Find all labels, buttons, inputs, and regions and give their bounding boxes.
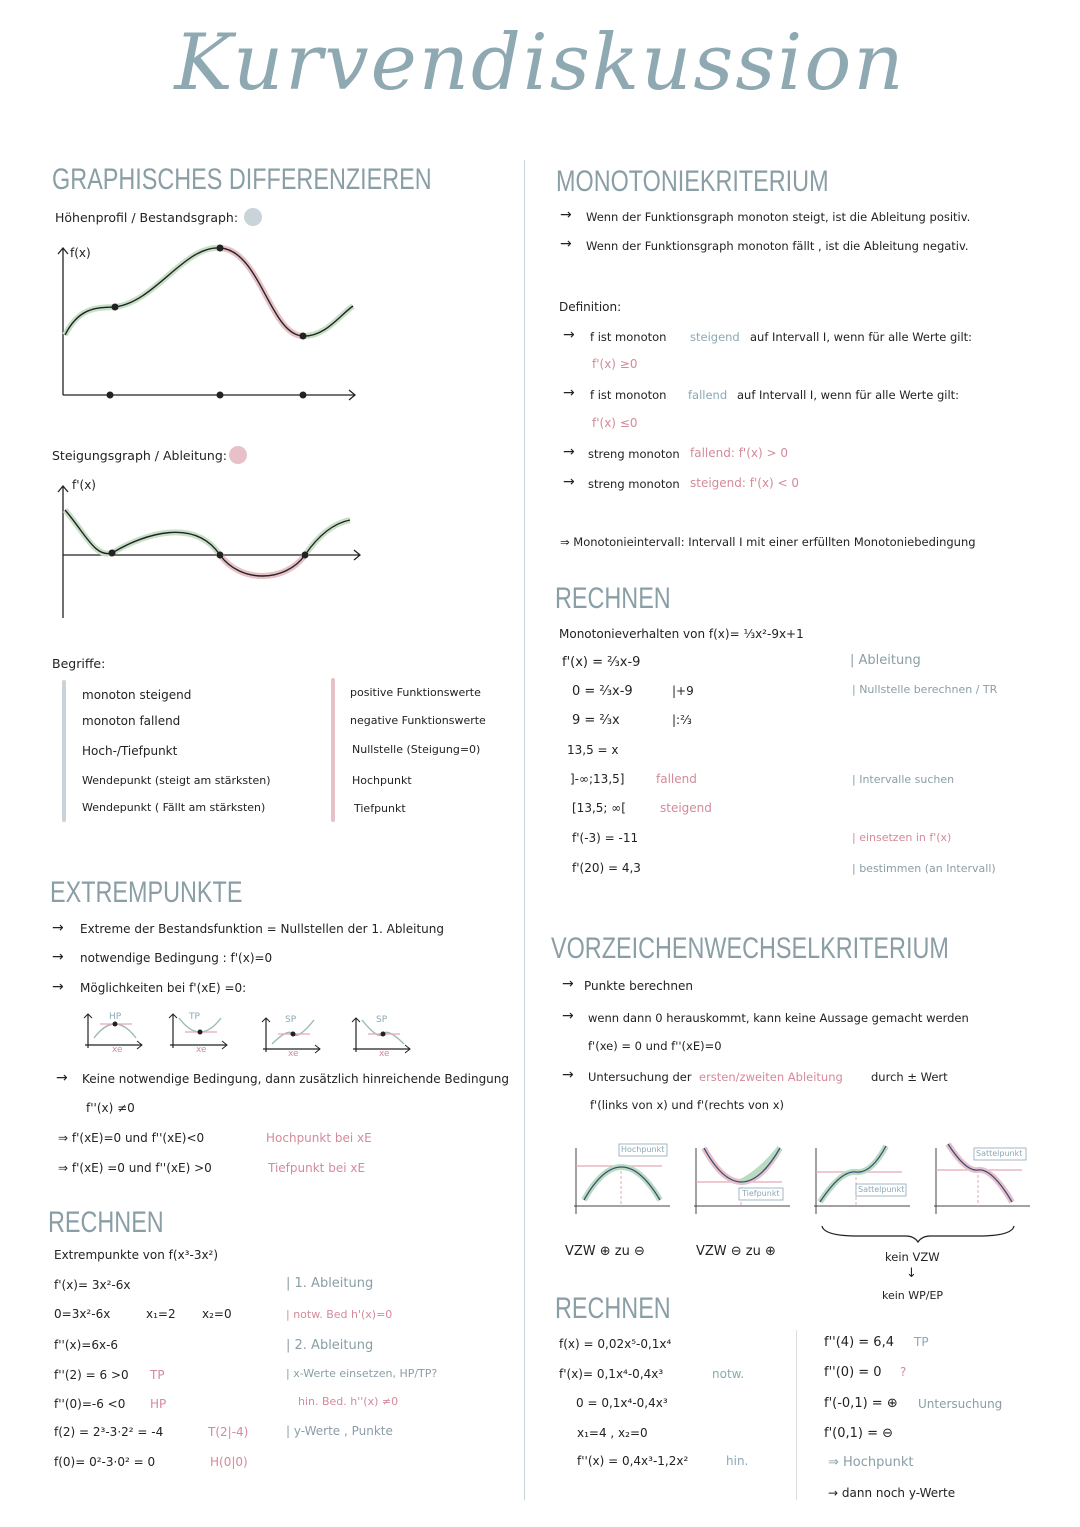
arrow-icon: → <box>563 444 575 460</box>
vzw-label-tiefpunkt: Tiefpunkt <box>742 1189 780 1198</box>
arrow-icon: → <box>562 1008 574 1024</box>
extrem-bullet-3: Möglichkeiten bei f'(xE) =0: <box>80 981 247 995</box>
r3-right-4: f'(0,1) = ⊖ <box>824 1426 894 1441</box>
r2-note-2: | Nullstelle berechnen / TR <box>852 683 998 696</box>
rechnen3-divider <box>796 1330 797 1500</box>
icon-xe-label: xe <box>196 1045 207 1055</box>
def2-b: fallend <box>688 388 728 402</box>
fx-axis-label: f(x) <box>70 246 91 260</box>
extrem-cond-2-result: Tiefpunkt bei xE <box>268 1161 366 1175</box>
r1-line-5a: f''(0)=-6 <0 <box>54 1397 126 1411</box>
begriffe-pink-bar <box>331 678 335 822</box>
bestand-color-dot <box>244 208 262 226</box>
heading-rechnen-2: RECHNEN <box>555 582 671 615</box>
vzw-bullet-3a: Untersuchung der <box>588 1070 692 1084</box>
vzw-summary-4: kein WP/EP <box>882 1289 944 1302</box>
ableitung-color-dot <box>229 446 247 464</box>
mono-conclusion: ⇒ Monotonieintervall: Intervall I mit einer erfüllten Monotoniebedingung <box>560 535 976 549</box>
begriff-right-2: negative Funktionswerte <box>350 714 486 727</box>
vzw-bullet-3c: durch ± Wert <box>871 1070 948 1084</box>
vzw-bullet-2b: f'(xe) = 0 und f''(xE)=0 <box>588 1039 722 1053</box>
arrow-icon: → <box>563 327 575 343</box>
vzw-graph-sattelpunkt-1 <box>806 1142 916 1222</box>
r1-line-5b: HP <box>150 1397 167 1411</box>
r3-line-2b: notw. <box>712 1367 745 1381</box>
r2-note-1: | Ableitung <box>850 653 921 668</box>
r1-line-4a: f''(2) = 6 >0 <box>54 1368 129 1382</box>
r3-right-1b: TP <box>914 1335 929 1349</box>
vzw-label-sattelpunkt-1: Sattelpunkt <box>858 1185 905 1194</box>
r3-right-5: ⇒ Hochpunkt <box>828 1455 914 1470</box>
begriff-right-4: Hochpunkt <box>352 774 412 787</box>
vzw-summary-2: VZW ⊖ zu ⊕ <box>696 1244 776 1259</box>
extrem-bullet-4: Keine notwendige Bedingung, dann zusätzlich hinreichende Bedingung <box>82 1072 510 1086</box>
def4-b: steigend: f'(x) < 0 <box>690 476 800 490</box>
page-title: Kurvendiskussion <box>174 18 906 108</box>
icon-xe-label: xe <box>379 1049 390 1059</box>
r3-line-3: 0 = 0,1x⁴-0,4x³ <box>576 1396 668 1410</box>
mono-bullet-1: Wenn der Funktionsgraph monoton steigt, ist die Ableitung positiv. <box>586 210 971 224</box>
begriffe-label: Begriffe: <box>52 656 106 671</box>
bestandsgraph <box>55 240 365 410</box>
vzw-graph-tiefpunkt <box>686 1142 796 1222</box>
down-arrow-icon: ↓ <box>906 1266 917 1281</box>
def1-b: steigend <box>690 330 740 344</box>
ableitungsgraph <box>55 478 365 628</box>
begriffe-blue-bar <box>62 680 66 822</box>
r3-line-4: x₁=4 , x₂=0 <box>577 1426 648 1440</box>
icon-xe-label: xe <box>288 1049 299 1059</box>
r3-line-2a: f'(x)= 0,1x⁴-0,4x³ <box>559 1367 664 1381</box>
vzw-bullet-3b: ersten/zweiten Ableitung <box>699 1070 843 1084</box>
r3-line-5a: f''(x) = 0,4x³-1,2x² <box>577 1454 689 1468</box>
r1-note-1: | 1. Ableitung <box>286 1276 374 1291</box>
heading-rechnen-1: RECHNEN <box>48 1206 164 1239</box>
begriff-left-2: monoton fallend <box>82 714 181 728</box>
def3-a: streng monoton <box>588 447 680 461</box>
column-divider <box>524 160 525 1500</box>
def2-d: f'(x) ≤0 <box>592 416 638 430</box>
icon-sp-label: SP <box>376 1015 388 1025</box>
r3-right-3a: f'(-0,1) = ⊕ <box>824 1396 898 1411</box>
icon-hp-label: HP <box>109 1012 122 1022</box>
heading-graphisches-differenzieren: GRAPHISCHES DIFFERENZIEREN <box>52 163 432 196</box>
r2-note-4: | einsetzen in f'(x) <box>852 831 952 844</box>
def1-d: f'(x) ≥0 <box>592 357 638 371</box>
begriff-right-3: Nullstelle (Steigung=0) <box>352 743 481 756</box>
r2-line-6b: steigend <box>660 801 712 815</box>
brace-icon <box>818 1222 1018 1244</box>
def2-c: auf Intervall I, wenn für alle Werte gilt: <box>737 388 960 402</box>
icon-xe-label: xe <box>112 1045 123 1055</box>
heading-vorzeichenwechsel: VORZEICHENWECHSELKRITERIUM <box>551 932 949 965</box>
def3-b: fallend: f'(x) > 0 <box>690 446 789 460</box>
vzw-bullet-2: wenn dann 0 herauskommt, kann keine Aussage gemacht werden <box>588 1011 969 1025</box>
extrem-bullet-1: Extreme der Bestandsfunktion = Nullstellen der 1. Ableitung <box>80 922 445 936</box>
r2-note-5: | bestimmen (an Intervall) <box>852 862 996 875</box>
r2-line-5a: ]-∞;13,5] <box>570 772 625 786</box>
r2-line-2a: 0 = ⅔x-9 <box>572 684 633 699</box>
r1-line-2c: x₂=0 <box>202 1307 232 1321</box>
mono-bullet-2: Wenn der Funktionsgraph monoton fällt , ist die Ableitung negativ. <box>586 239 969 253</box>
r1-line-6b: T(2|-4) <box>208 1425 249 1439</box>
arrow-icon: → <box>560 236 572 252</box>
r1-note-4: | x-Werte einsetzen, HP/TP? <box>286 1367 438 1380</box>
arrow-icon: → <box>560 207 572 223</box>
r1-line-6a: f(2) = 2³-3·2² = -4 <box>54 1425 164 1439</box>
arrow-icon: → <box>52 920 64 936</box>
vzw-bullet-1: Punkte berechnen <box>584 979 693 993</box>
r1-line-7b: H(0|0) <box>210 1455 248 1469</box>
r3-line-1: f(x) = 0,02x⁵-0,1x⁴ <box>559 1337 672 1351</box>
vzw-label-hochpunkt: Hochpunkt <box>621 1145 665 1154</box>
icon-tp-label: TP <box>189 1012 200 1022</box>
heading-monotoniekriterium: MONOTONIEKRITERIUM <box>556 165 829 198</box>
extrem-cond-2: ⇒ f'(xE) =0 und f''(xE) >0 <box>58 1161 212 1175</box>
begriff-left-3: Hoch-/Tiefpunkt <box>82 744 178 758</box>
vzw-label-sattelpunkt-2: Sattelpunkt <box>976 1149 1023 1158</box>
r2-line-8: f'(20) = 4,3 <box>572 861 641 875</box>
def1-a: f ist monoton <box>590 330 667 344</box>
r2-line-3a: 9 = ⅔x <box>572 713 620 728</box>
r2-line-1: f'(x) = ⅔x-9 <box>562 655 641 670</box>
r1-line-7a: f(0)= 0²-3·0² = 0 <box>54 1455 156 1469</box>
vzw-summary-1: VZW ⊕ zu ⊖ <box>565 1244 645 1259</box>
r2-line-0: Monotonieverhalten von f(x)= ⅓x²-9x+1 <box>559 627 804 641</box>
r1-line-0: Extrempunkte von f(x³-3x²) <box>54 1248 219 1262</box>
extrem-bullet-4b: f''(x) ≠0 <box>86 1101 135 1115</box>
r3-right-1a: f''(4) = 6,4 <box>824 1335 894 1350</box>
vzw-summary-3: kein VZW <box>885 1250 940 1264</box>
r3-right-2b: ? <box>900 1365 907 1379</box>
begriff-left-1: monoton steigend <box>82 688 192 702</box>
begriff-right-1: positive Funktionswerte <box>350 686 481 699</box>
begriff-left-4: Wendepunkt (steigt am stärksten) <box>82 774 271 787</box>
arrow-icon: → <box>52 949 64 965</box>
def2-a: f ist monoton <box>590 388 667 402</box>
def4-a: streng monoton <box>588 477 680 491</box>
steigung-label: Steigungsgraph / Ableitung: <box>52 448 227 463</box>
heading-extrempunkte: EXTREMPUNKTE <box>50 876 243 909</box>
r2-line-5b: fallend <box>656 772 697 786</box>
heading-rechnen-3: RECHNEN <box>555 1292 671 1325</box>
r1-line-1: f'(x)= 3x²-6x <box>54 1278 131 1292</box>
r2-line-2b: |+9 <box>672 684 694 698</box>
fpx-axis-label: f'(x) <box>72 478 96 492</box>
r3-right-6: → dann noch y-Werte <box>828 1486 956 1500</box>
extrem-cond-1-result: Hochpunkt bei xE <box>266 1131 372 1145</box>
r2-note-3: | Intervalle suchen <box>852 773 955 786</box>
r3-right-3b: Untersuchung <box>918 1397 1003 1411</box>
vzw-bullet-3d: f'(links von x) und f'(rechts von x) <box>590 1098 785 1112</box>
r2-line-4: 13,5 = x <box>567 743 619 757</box>
arrow-icon: → <box>563 385 575 401</box>
r2-line-7: f'(-3) = -11 <box>572 831 639 845</box>
arrow-icon: → <box>562 976 574 992</box>
arrow-icon: → <box>52 979 64 995</box>
r3-line-5b: hin. <box>726 1454 749 1468</box>
extrem-bullet-2: notwendige Bedingung : f'(x)=0 <box>80 951 273 965</box>
arrow-icon: → <box>562 1067 574 1083</box>
r1-note-5: hin. Bed. h''(x) ≠0 <box>298 1395 399 1408</box>
r1-line-3: f''(x)=6x-6 <box>54 1338 119 1352</box>
r1-note-6: | y-Werte , Punkte <box>286 1424 393 1438</box>
r2-line-6a: [13,5; ∞[ <box>572 801 626 815</box>
r2-line-3b: |:⅔ <box>672 713 692 727</box>
r1-note-2: | notw. Bed h'(x)=0 <box>286 1308 393 1321</box>
r1-note-3: | 2. Ableitung <box>286 1338 374 1353</box>
def1-c: auf Intervall I, wenn für alle Werte gilt: <box>750 330 973 344</box>
begriff-left-5: Wendepunkt ( Fällt am stärksten) <box>82 801 266 814</box>
r1-line-2a: 0=3x²-6x <box>54 1307 111 1321</box>
r1-line-2b: x₁=2 <box>146 1307 176 1321</box>
arrow-icon: → <box>563 474 575 490</box>
vzw-graph-hochpunkt <box>566 1142 676 1222</box>
arrow-icon: → <box>56 1070 68 1086</box>
r3-right-2a: f''(0) = 0 <box>824 1365 882 1380</box>
hoehenprofil-label: Höhenprofil / Bestandsgraph: <box>55 210 239 225</box>
begriff-right-5: Tiefpunkt <box>354 802 406 815</box>
definition-label: Definition: <box>559 300 622 314</box>
extrem-cond-1: ⇒ f'(xE)=0 und f''(xE)<0 <box>58 1131 205 1145</box>
r1-line-4b: TP <box>150 1368 165 1382</box>
icon-sp-label: SP <box>285 1015 297 1025</box>
